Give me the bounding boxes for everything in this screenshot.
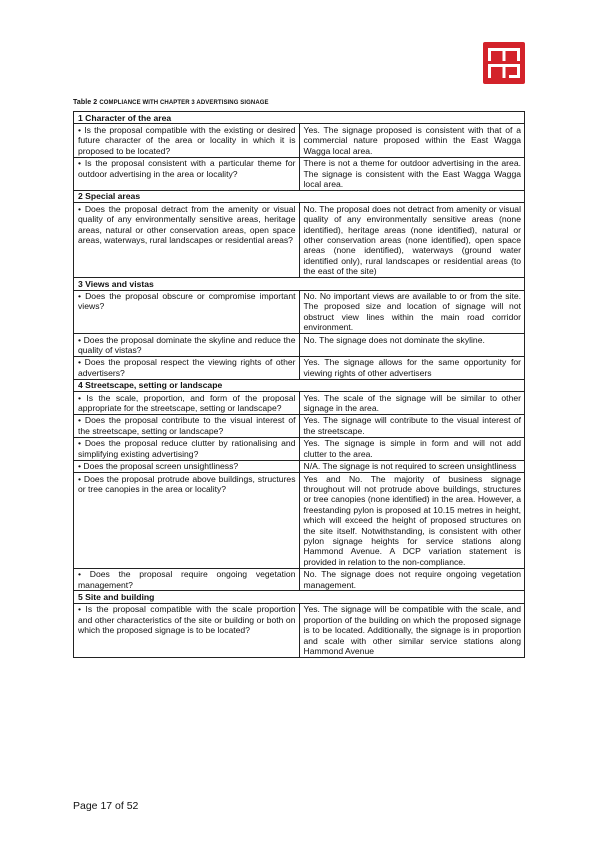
compliance-response: No. The proposal does not detract from amenity or visual quality of any environmentally sensitive areas (none identified), heritage areas (none identified), natural or other conservation areas (none identified), open space areas (none identified), waterways (ground water identified only), rural landscapes or residential areas (to the east of the site) [299, 203, 525, 278]
compliance-response: Yes. The signage will contribute to the visual interest of the streetscape. [299, 414, 525, 437]
section-heading-row [74, 379, 525, 391]
criteria-question: • Is the scale, proportion, and form of the proposal appropriate for the streetscape, setting or landscape? [74, 392, 300, 415]
criteria-question: • Does the proposal screen unsightliness? [74, 460, 300, 472]
table-row [74, 334, 525, 357]
criteria-question: • Is the proposal compatible with the existing or desired future character of the area or locality in which it is proposed to be located? [74, 124, 300, 157]
compliance-response: Yes. The scale of the signage will be similar to other signage in the area. [299, 392, 525, 415]
table-row [74, 460, 525, 472]
compliance-table [73, 111, 525, 658]
compliance-response: There is not a theme for outdoor advertising in the area. The signage is consistent with the East Wagga Wagga local area. [299, 157, 525, 190]
section-heading: 1 Character of the area [74, 112, 525, 124]
compliance-response: N/A. The signage is not required to screen unsightliness [299, 460, 525, 472]
criteria-question: • Does the proposal protrude above buildings, structures or tree canopies in the area or locality? [74, 473, 300, 569]
table-row [74, 392, 525, 415]
section-heading: 3 Views and vistas [74, 278, 525, 290]
page-number: Page 17 of 52 [73, 800, 139, 812]
compliance-response: Yes. The signage will be compatible with the scale, and proportion of the building on which the proposed signage is to be located. Additionally, the signage is in proportion and scale with other similar service stations along Hammond Avenue [299, 603, 525, 657]
compliance-response: Yes. The signage allows for the same opportunity for viewing rights of other advertisers [299, 356, 525, 379]
compliance-response: No. The signage does not require ongoing vegetation management. [299, 568, 525, 591]
table-row [74, 203, 525, 278]
table-row [74, 157, 525, 190]
criteria-question: • Does the proposal obscure or compromise important views? [74, 290, 300, 334]
table-row [74, 473, 525, 569]
table-title: COMPLIANCE WITH CHAPTER 3 ADVERTISING SIGNAGE [99, 100, 269, 106]
section-heading: 2 Special areas [74, 190, 525, 202]
compliance-response: No. No important views are available to or from the site. The proposed size and location of signage will not obstruct view lines within the main road corridor environment. [299, 290, 525, 334]
compliance-response: Yes and No. The majority of business signage throughout will not protrude above buildings, structures or tree canopies (none identified) in the area. However, a freestanding pylon is proposed at 10.15 metres in height, which will exceed the height of proposed structures on the site itself. Notwithstanding, is consistent with other pylon signage heights for service stations along Hammond Avenue. A DCP variation statement is provided in relation to the non-compliance. [299, 473, 525, 569]
table-row [74, 290, 525, 334]
section-heading-row [74, 591, 525, 603]
criteria-question: • Does the proposal detract from the amenity or visual quality of any environmentally sensitive areas, heritage areas, natural or other conservation areas, open space areas, waterways, rural landscapes or residential areas? [74, 203, 300, 278]
criteria-question: • Does the proposal reduce clutter by rationalising and simplifying existing advertising? [74, 437, 300, 460]
table-number: Table 2 [73, 99, 98, 106]
table-row [74, 414, 525, 437]
company-logo [483, 42, 525, 84]
section-heading-row [74, 190, 525, 202]
criteria-question: • Does the proposal require ongoing vegetation management? [74, 568, 300, 591]
criteria-question: • Does the proposal contribute to the visual interest of the streetscape, setting or landscape? [74, 414, 300, 437]
compliance-response: No. The signage does not dominate the skyline. [299, 334, 525, 357]
compliance-response: Yes. The signage proposed is consistent with that of a commercial nature proposed within the East Wagga Wagga local area. [299, 124, 525, 157]
table-row [74, 356, 525, 379]
criteria-question: • Is the proposal consistent with a particular theme for outdoor advertising in the area or locality? [74, 157, 300, 190]
table-caption [73, 99, 269, 106]
table-row [74, 568, 525, 591]
compliance-response: Yes. The signage is simple in form and will not add clutter to the area. [299, 437, 525, 460]
criteria-question: • Is the proposal compatible with the scale proportion and other characteristics of the site or building or both on which the proposed signage is to be located? [74, 603, 300, 657]
table-row [74, 124, 525, 157]
section-heading: 4 Streetscape, setting or landscape [74, 379, 525, 391]
section-heading: 5 Site and building [74, 591, 525, 603]
section-heading-row [74, 278, 525, 290]
table-row [74, 603, 525, 657]
section-heading-row [74, 112, 525, 124]
criteria-question: • Does the proposal dominate the skyline and reduce the quality of vistas? [74, 334, 300, 357]
criteria-question: • Does the proposal respect the viewing rights of other advertisers? [74, 356, 300, 379]
table-row [74, 437, 525, 460]
